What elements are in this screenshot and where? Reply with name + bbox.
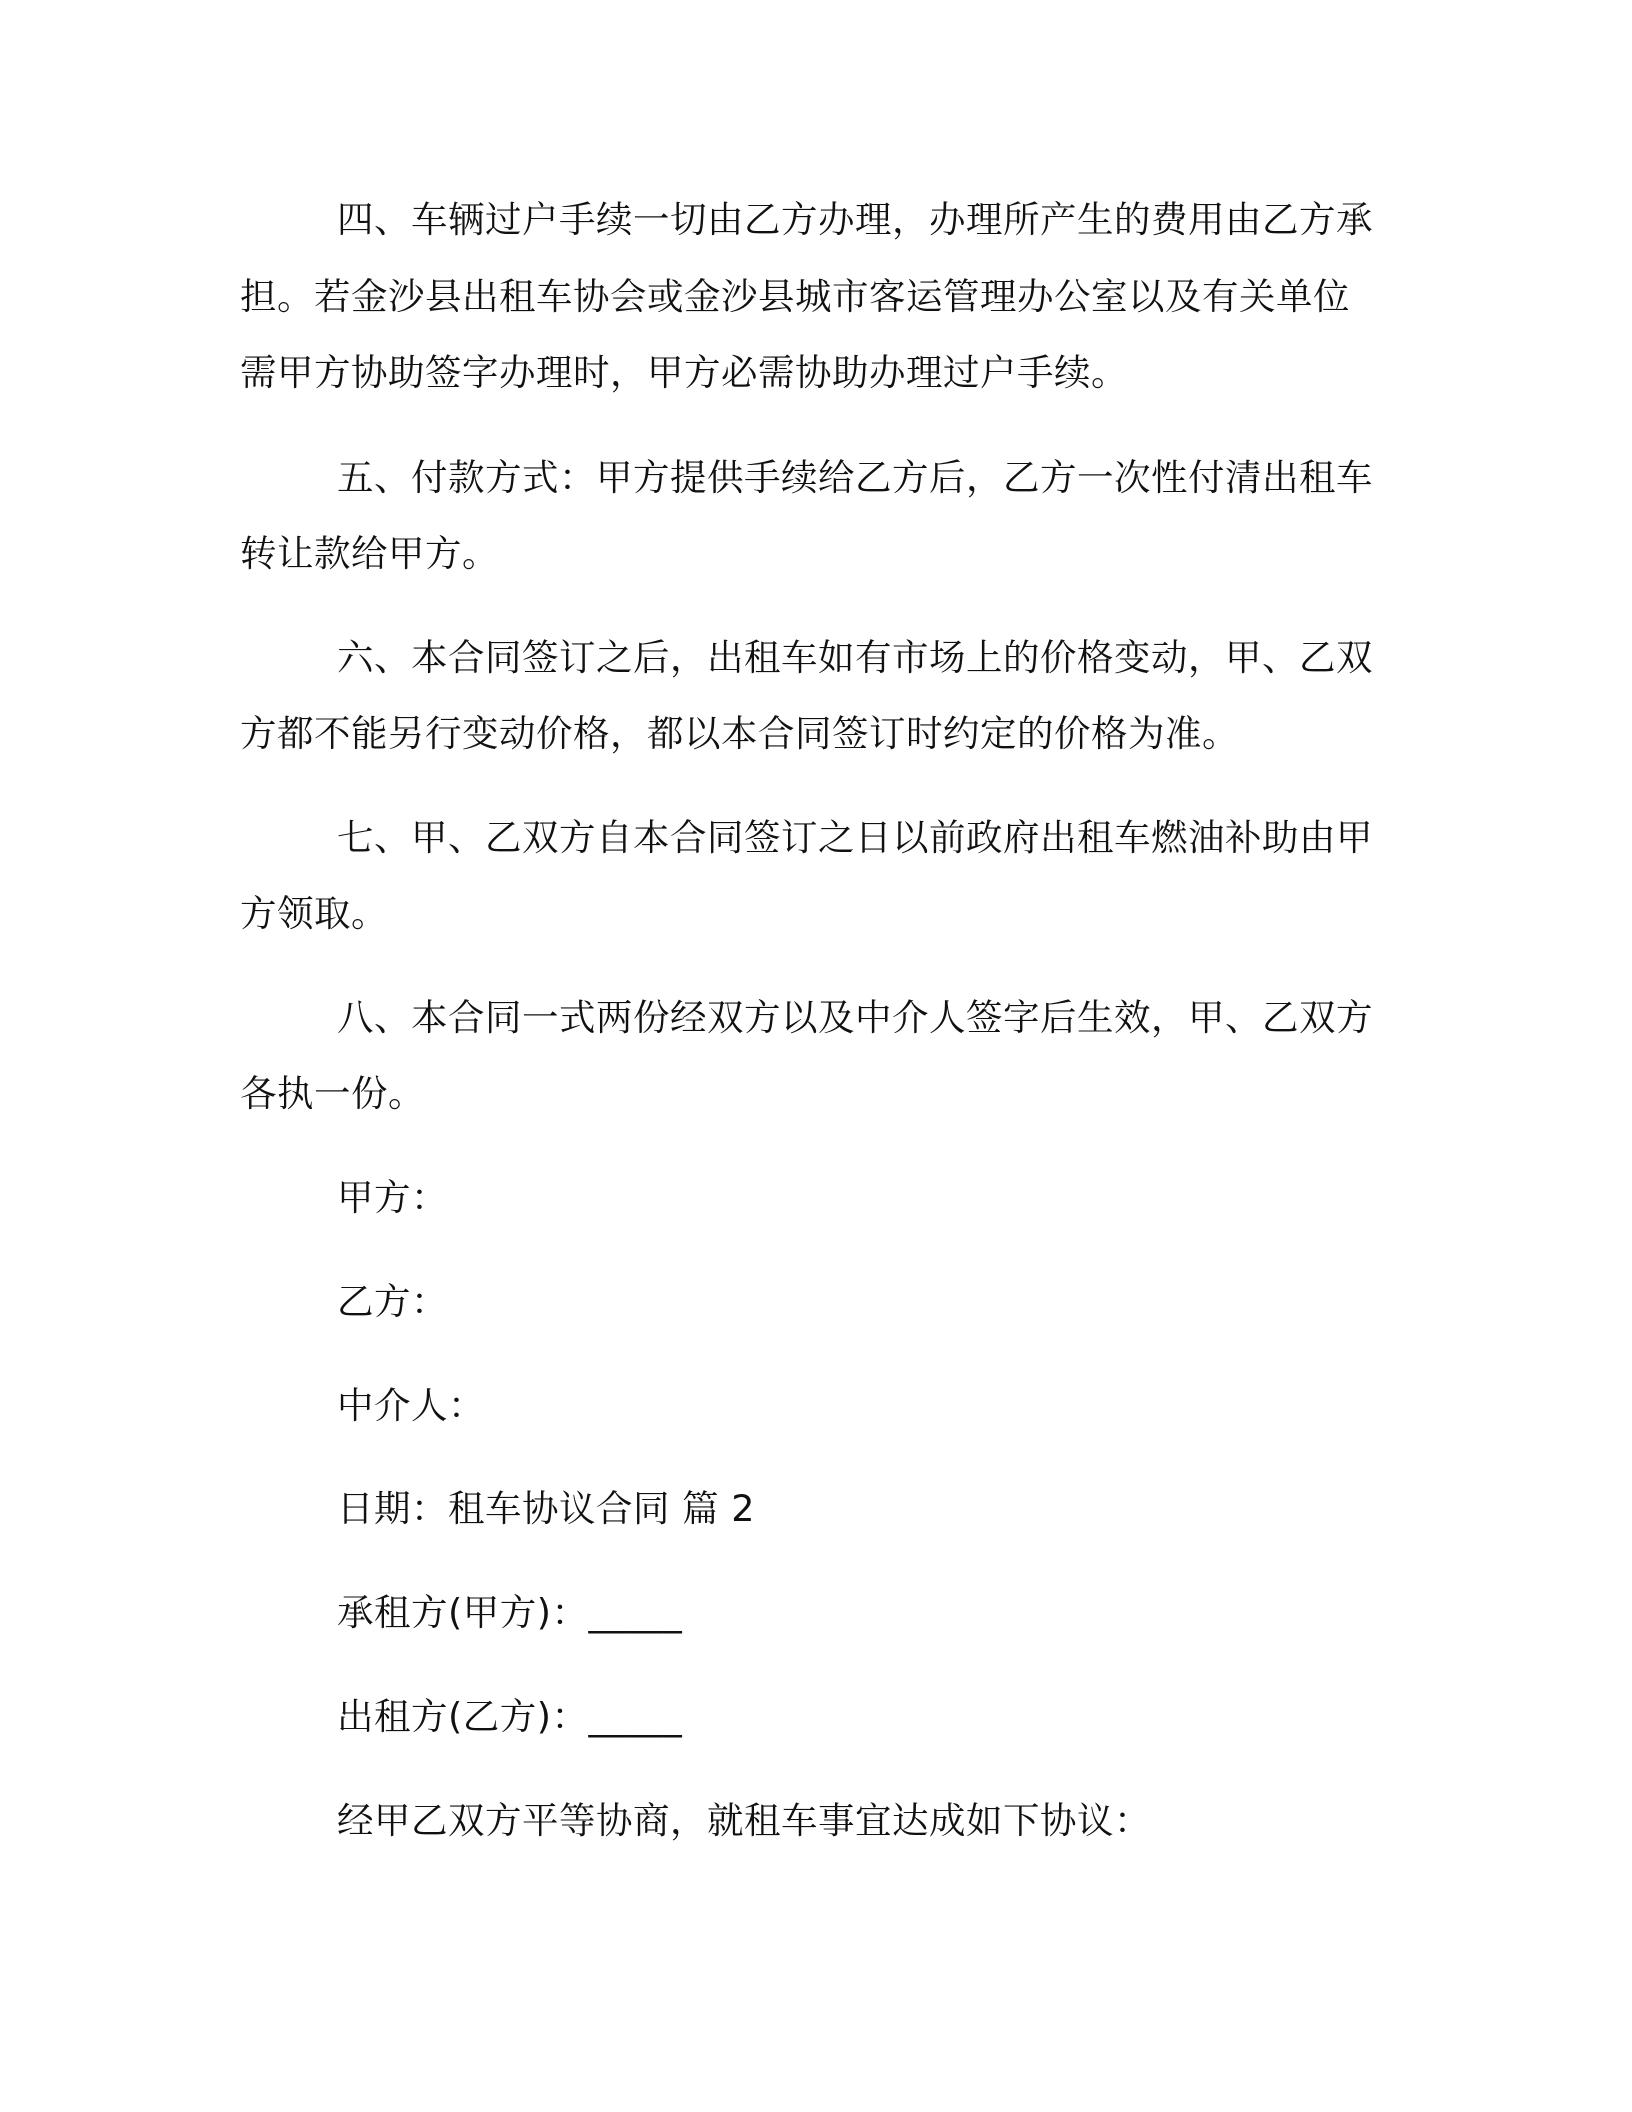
agreement-intro: 经甲乙双方平等协商，就租车事宜达成如下协议： <box>337 1799 1151 1842</box>
paragraph-6-line-1: 六、本合同签订之后，出租车如有市场上的价格变动，甲、乙双 <box>337 636 1373 679</box>
paragraph-8-line-1: 八、本合同一式两份经双方以及中介人签字后生效，甲、乙双方 <box>337 996 1373 1039</box>
lessor-line: 出租方(乙方)：_____ <box>337 1695 683 1738</box>
paragraph-8-line-2: 各执一份。 <box>240 1072 425 1115</box>
paragraph-6-line-2: 方都不能另行变动价格，都以本合同签订时约定的价格为准。 <box>240 712 1239 755</box>
paragraph-7-line-2: 方领取。 <box>240 892 388 935</box>
paragraph-4-line-3: 需甲方协助签字办理时，甲方必需协助办理过户手续。 <box>240 351 1128 394</box>
paragraph-5-line-2: 转让款给甲方。 <box>240 532 499 575</box>
paragraph-7-line-1: 七、甲、乙双方自本合同签订之日以前政府出租车燃油补助由甲 <box>337 816 1373 859</box>
intermediary-signature-label: 中介人： <box>337 1384 485 1427</box>
paragraph-4-line-2: 担。若金沙县出租车协会或金沙县城市客运管理办公室以及有关单位 <box>240 275 1350 318</box>
paragraph-5-line-1: 五、付款方式：甲方提供手续给乙方后，乙方一次性付清出租车 <box>337 456 1373 499</box>
date-line: 日期：租车协议合同 篇 2 <box>337 1487 755 1530</box>
party-a-signature-label: 甲方： <box>337 1176 448 1219</box>
lessee-line: 承租方(甲方)：_____ <box>337 1591 683 1634</box>
paragraph-4-line-1: 四、车辆过户手续一切由乙方办理，办理所产生的费用由乙方承 <box>337 198 1373 241</box>
party-b-signature-label: 乙方： <box>337 1280 448 1323</box>
